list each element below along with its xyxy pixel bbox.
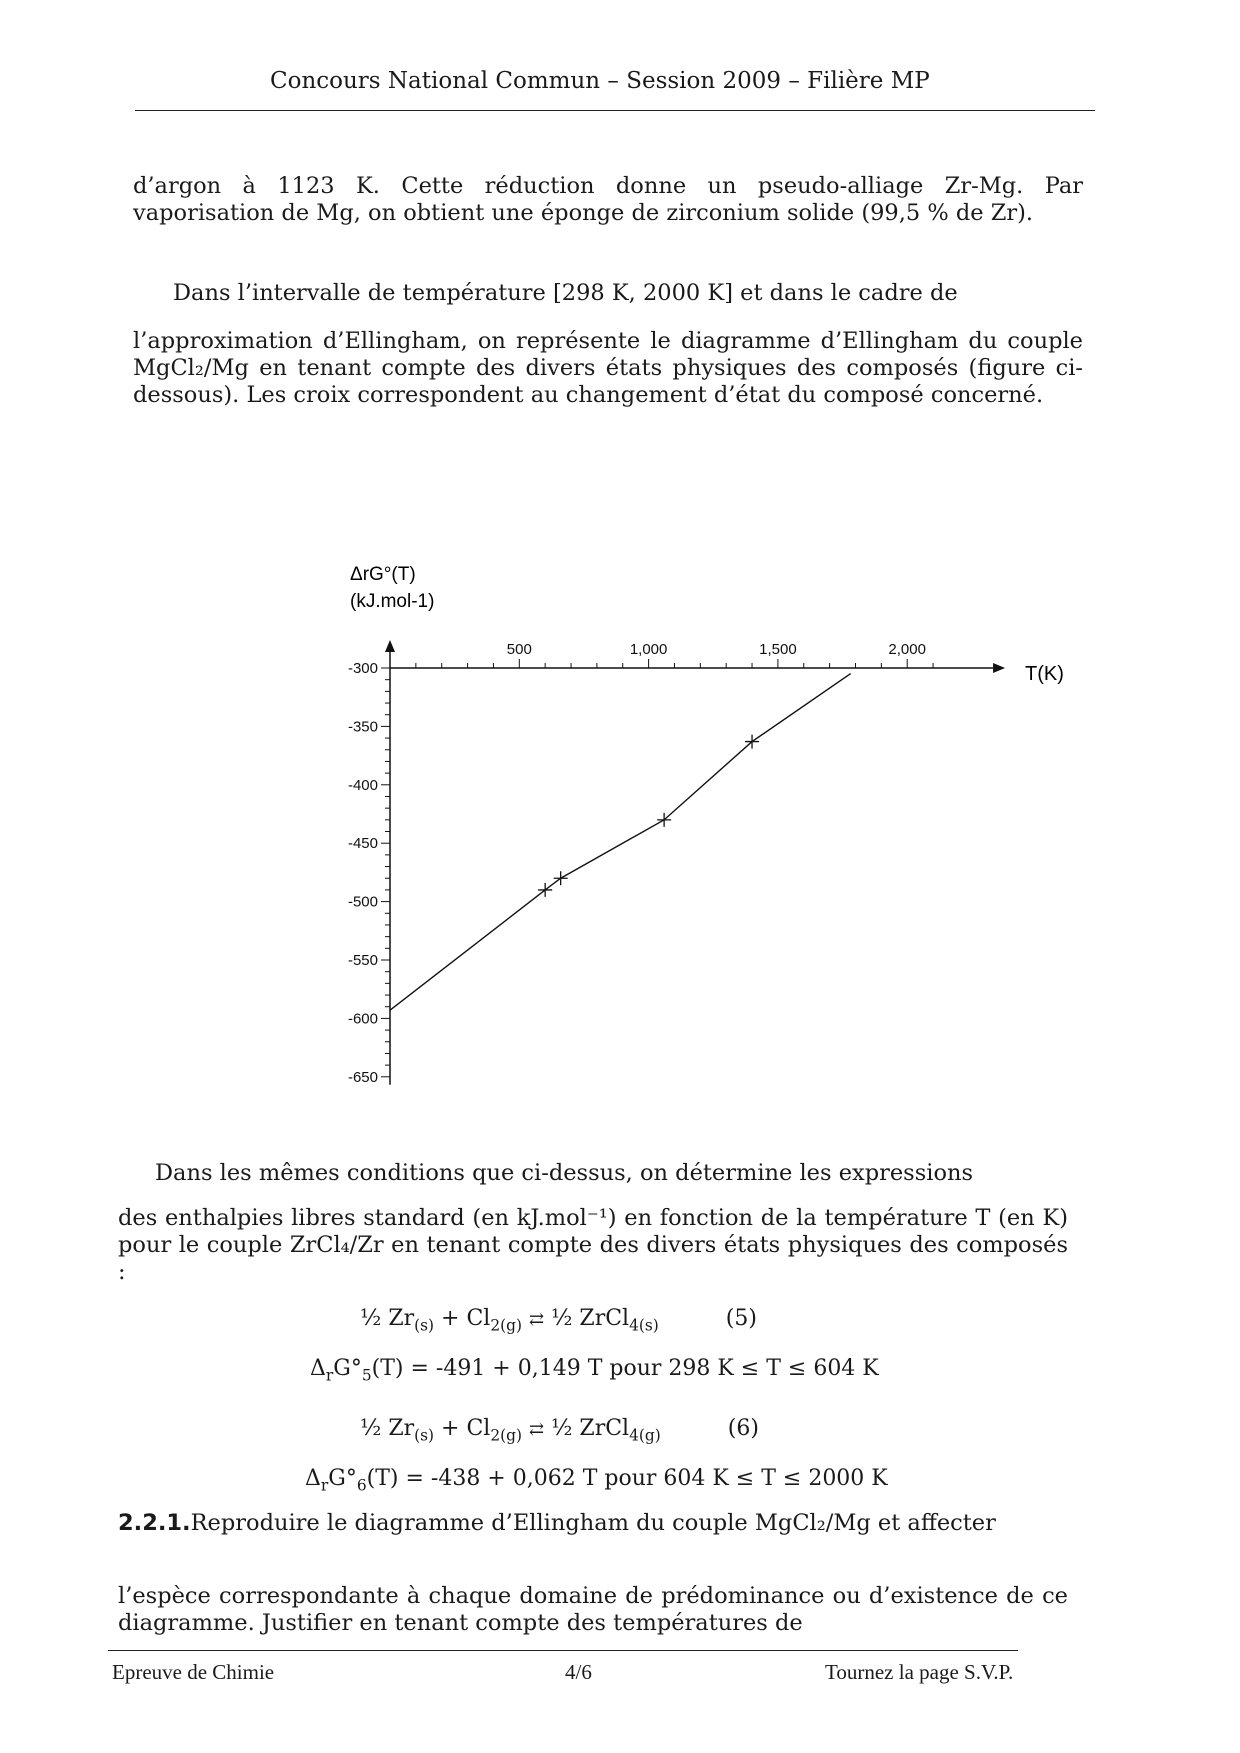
y-axis-label-line2: (kJ.mol-1): [350, 591, 435, 612]
y-tick-label: -550: [347, 952, 378, 969]
question-number: 2.2.1.: [118, 1510, 191, 1536]
chart-axes: [385, 640, 1005, 1085]
paragraph-2: l’approximation d’Ellingham, on représente le diagramme d’Ellingham du couple MgCl₂/Mg en tenant compte des divers états physiques des composés (figure ci-dessous). Les croix correspondent au changement d’état du composé concerné.: [133, 327, 1083, 408]
series-line: [390, 674, 850, 1010]
paragraph-3-first-line: Dans les mêmes conditions que ci-dessus, on détermine les expressions: [155, 1159, 974, 1186]
y-tick-label: -600: [347, 1010, 378, 1028]
question-2-2-1: [118, 1510, 996, 1536]
reaction-6-number: (6): [727, 1416, 759, 1441]
y-tick-label: -450: [347, 835, 378, 853]
x-tick-label: 500: [506, 641, 532, 658]
header-title: Concours National Commun – Session 2009 – Filière MP: [270, 68, 930, 94]
y-axis-arrow-icon: [385, 640, 395, 652]
equilibrium-arrow-icon: ⇄: [529, 1309, 545, 1330]
series-point: [850, 673, 851, 674]
y-tick-label: -400: [347, 776, 378, 794]
y-axis-label-line1: ΔrG°(T): [350, 564, 416, 585]
ellingham-chart: [300, 560, 1100, 1100]
x-tick-label: 2,000: [888, 641, 926, 658]
reaction-6: ½ $Zr_{(s)} + Cl_{2(g)}$ ⇄ ½ ZrCl$_{4(g)}$ (6): [360, 1416, 759, 1445]
x-tick-label: 1,000: [629, 641, 668, 658]
y-tick-label: -500: [347, 893, 378, 911]
chart-series: [389, 673, 851, 1011]
reaction-5-number: (5): [725, 1306, 757, 1331]
question-text: Reproduire le diagramme d’Ellingham du couple MgCl₂/Mg et affecter: [190, 1510, 996, 1536]
chart-ticks: [348, 641, 933, 1086]
paragraph-4: l’espèce correspondante à chaque domaine de prédominance ou d’existence de ce diagramme. Justifier en tenant compte des températures de: [118, 1582, 1068, 1636]
y-tick-label: -650: [347, 1068, 378, 1086]
equilibrium-arrow-icon: ⇄: [529, 1419, 545, 1440]
x-axis-label: T(K): [1025, 663, 1064, 685]
paragraph-3: des enthalpies libres standard (en kJ.mol⁻¹) en fonction de la température T (en K) pour le couple ZrCl₄/Zr en tenant compte des divers états physiques des composés :: [118, 1204, 1068, 1285]
reaction-5: ½ $Zr_{(s)} + Cl_{2(g)}$ ⇄ ½ ZrCl$_{4(s)}$ (5): [360, 1306, 757, 1335]
y-tick-label: -300: [347, 660, 378, 677]
gibbs-6: $\Delta_rG^\circ_6(T) = -438 + 0,062$ T pour 604 K ≤ T ≤ 2000 K: [305, 1466, 888, 1495]
paragraph-2-first-line: Dans l’intervalle de température [298 K, 2000 K] et dans le cadre de: [173, 279, 958, 306]
header-rule: [135, 110, 1095, 111]
paragraph-1: d’argon à 1123 K. Cette réduction donne un pseudo-alliage Zr-Mg. Par vaporisation de Mg, on obtient une éponge de zirconium solide (99,5 % de Zr).: [133, 172, 1083, 226]
footer-right: Tournez la page S.V.P.: [825, 1660, 1014, 1684]
footer-rule: [108, 1650, 1018, 1651]
chart-ylabel: [350, 564, 434, 612]
footer-left: Epreuve de Chimie: [112, 1660, 275, 1684]
phase-change-cross: [538, 883, 552, 897]
gibbs-5: $\Delta_rG^\circ_5(T) = -491 + 0,149$ T pour 298 K ≤ T ≤ 604 K: [310, 1356, 879, 1385]
y-tick-label: -350: [347, 718, 378, 736]
phase-change-cross: [554, 871, 568, 885]
series-point: [389, 1010, 390, 1011]
page-number: 4/6: [565, 1660, 592, 1684]
x-tick-label: 1,500: [759, 641, 797, 658]
x-axis-arrow-icon: [993, 663, 1005, 673]
